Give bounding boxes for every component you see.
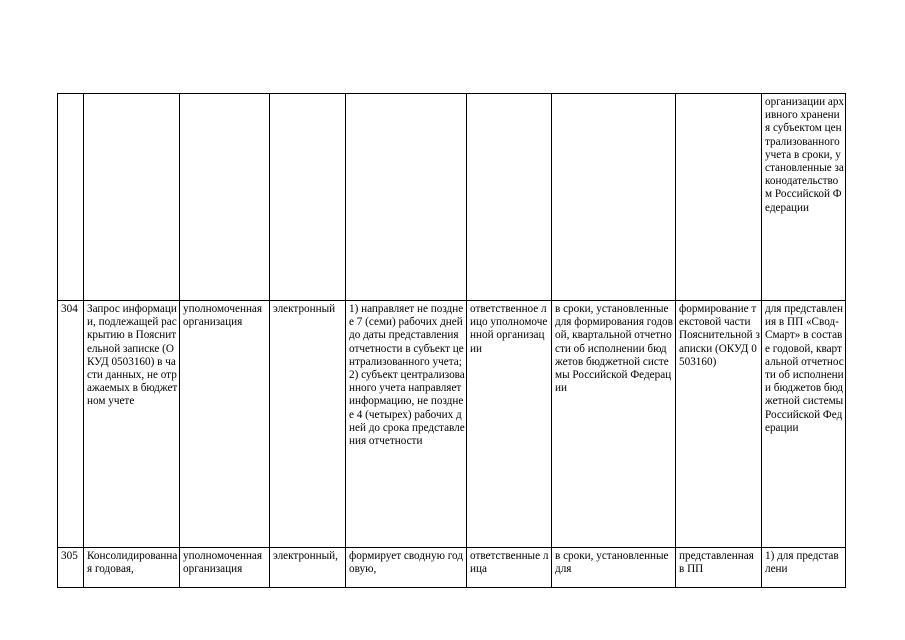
table-row — [58, 548, 846, 588]
responsible-org-cell — [180, 94, 270, 301]
purpose-cell — [676, 94, 762, 301]
responsible-org-cell: уполномоченная организация — [180, 548, 270, 588]
usage-cell: для представления в ПП «Свод-Смарт» в составе годовой, квартальной отчетности об исполнении бюджетов бюджетной системы Российской Федерации — [762, 301, 846, 548]
procedure-cell: 1) направляет не позднее 7 (семи) рабочих дней до даты представления отчетности в субъект централизованного учета; 2) субъект централизованного учета направляет информацию, не позднее 4 (четырех) рабочих дней до срока представления отчетности — [346, 301, 467, 548]
format-cell: электронный — [270, 301, 346, 548]
responsible-person-cell — [467, 94, 552, 301]
format-cell — [270, 94, 346, 301]
info-name-cell — [84, 94, 180, 301]
format-cell: электронный, — [270, 548, 346, 588]
usage-cell: организации архивного хранения субъектом централизованного учета в сроки, установленные законодательством Российской Федерации — [762, 94, 846, 301]
procedure-cell: формирует сводную годовую, — [346, 548, 467, 588]
info-name-cell: Запрос информации, подлежащей раскрытию в Пояснительной записке (ОКУД 0503160) в части данных, не отражаемых в бюджетном учете — [84, 301, 180, 548]
purpose-cell: формирование текстовой части Пояснительной записки (ОКУД 0503160) — [676, 301, 762, 548]
deadline-cell: в сроки, установленные для — [552, 548, 676, 588]
responsible-org-cell: уполномоченная организация — [180, 301, 270, 548]
info-name-cell: Консолидированная годовая, — [84, 548, 180, 588]
responsible-person-cell: ответственные лица — [467, 548, 552, 588]
row-number-cell — [58, 94, 84, 301]
row-number-cell: 305 — [58, 548, 84, 588]
row-number-cell: 304 — [58, 301, 84, 548]
table-row — [58, 301, 846, 548]
deadline-cell: в сроки, установленные для формирования годовой, квартальной отчетности об исполнении бюджетов бюджетной системы Российской Федерации — [552, 301, 676, 548]
purpose-cell: представленная в ПП — [676, 548, 762, 588]
table-row — [58, 94, 846, 301]
responsible-person-cell: ответственное лицо уполномоченной организации — [467, 301, 552, 548]
procedure-cell — [346, 94, 467, 301]
usage-cell: 1) для представлени — [762, 548, 846, 588]
procedure-table — [57, 93, 846, 588]
deadline-cell — [552, 94, 676, 301]
